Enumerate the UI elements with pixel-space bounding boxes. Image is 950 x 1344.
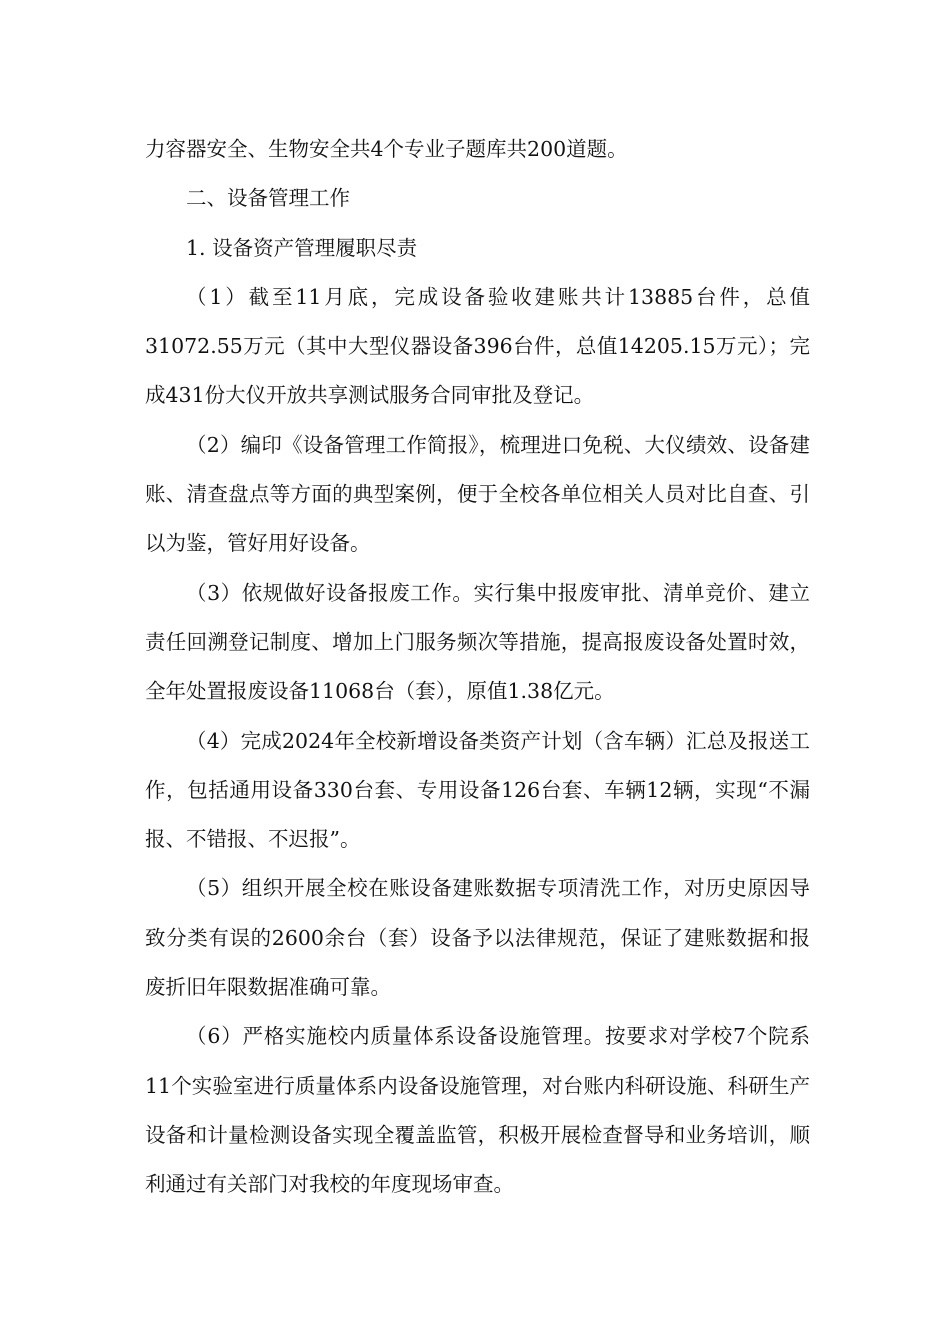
subsection-heading: 1. 设备资产管理履职尽责: [186, 235, 418, 260]
paragraph-5: （5）组织开展全校在账设备建账数据专项清洗工作，对历史原因导致分类有误的2600余台（套）设备予以法律规范，保证了建账数据和报废折旧年限数据准确可靠。: [145, 876, 810, 1000]
section-heading: 二、设备管理工作: [186, 186, 350, 211]
document-body: [145, 125, 810, 1210]
paragraph-3: （3）依规做好设备报废工作。实行集中报废审批、清单竞价、建立责任回溯登记制度、增加上门服务频次等措施，提高报废设备处置时效，全年处置报废设备11068台（套），原值1.38亿元。: [145, 580, 810, 704]
paragraph-6: （6）严格实施校内质量体系设备设施管理。按要求对学校7个院系11个实验室进行质量体系内设备设施管理，对台账内科研设施、科研生产设备和计量检测设备实现全覆盖监管，积极开展检查督导和业务培训，顺利通过有关部门对我校的年度现场审查。: [145, 1024, 810, 1197]
continuation-line: 力容器安全、生物安全共4个专业子题库共200道题。: [145, 137, 628, 161]
paragraph-1: （1）截至11月底，完成设备验收建账共计13885台件，总值31072.55万元（其中大型仪器设备396台件，总值14205.15万元）；完成431份大仪开放共享测试服务合同审批及登记。: [145, 284, 810, 408]
paragraph-4: （4）完成2024年全校新增设备类资产计划（含车辆）汇总及报送工作，包括通用设备330台套、专用设备126台套、车辆12辆，实现“不漏报、不错报、不迟报”。: [145, 728, 810, 852]
paragraph-2: （2）编印《设备管理工作简报》，梳理进口免税、大仪绩效、设备建账、清查盘点等方面的典型案例，便于全校各单位相关人员对比自查、引以为鉴，管好用好设备。: [145, 432, 810, 556]
